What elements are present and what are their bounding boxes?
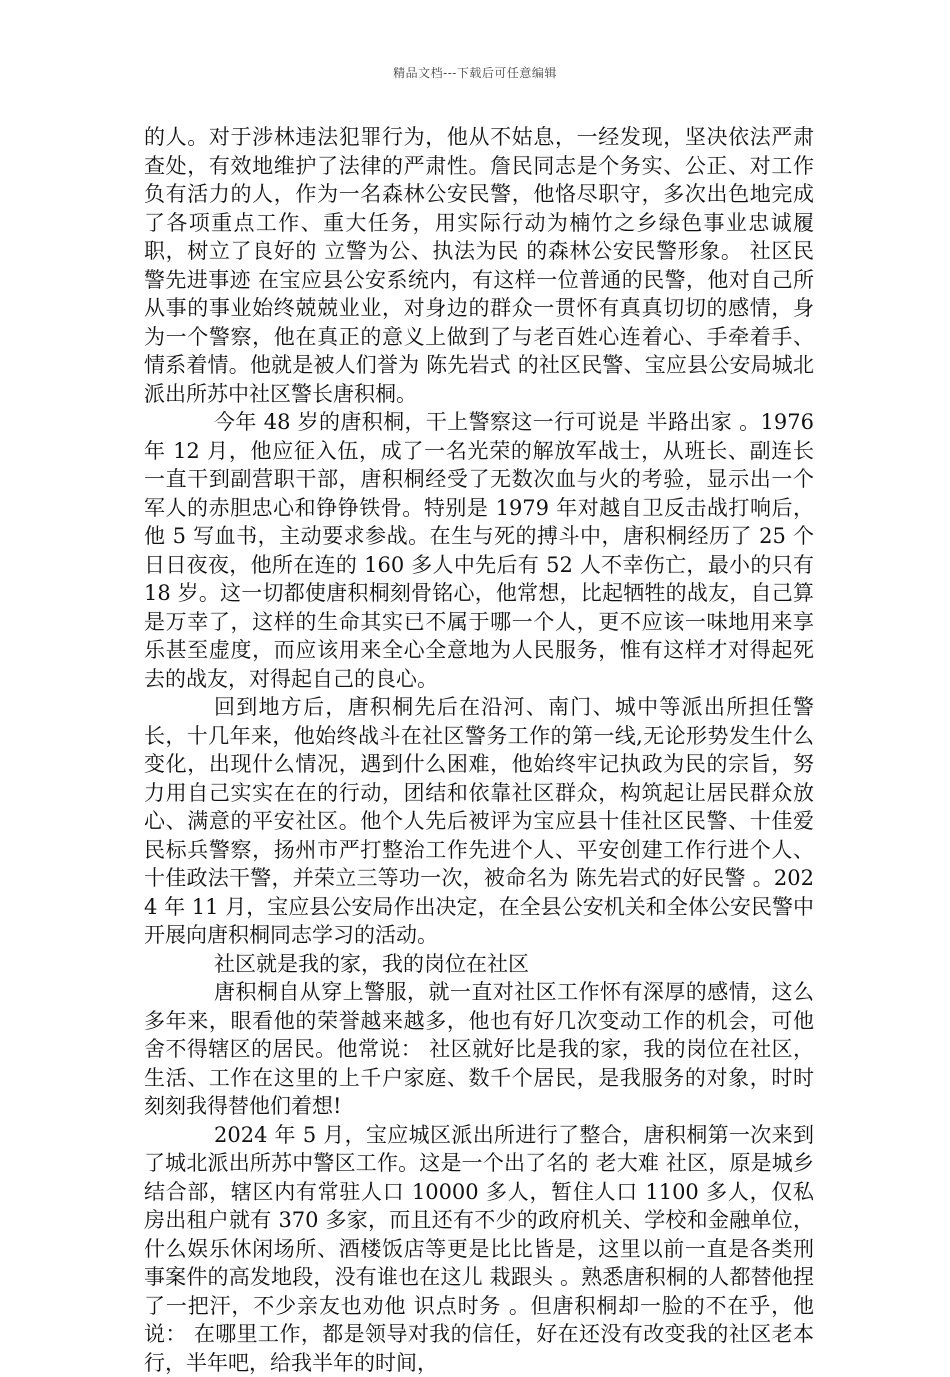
paragraph-1: 的人。对于涉林违法犯罪行为，他从不姑息，一经发现，坚决依法严肃查处，有效地维护了法律的严肃性。詹民同志是个务实、公正、对工作负有活力的人，作为一名森林公安民警，他恪尽职守，多次出色地完成了各项重点工作、重大任务，用实际行动为楠竹之乡绿色事业忠诚履职，树立了良好的 立警为公、执法为民 的森林公安民警形象。 社区民警先进事迹 在宝应县公安系统内，有这样一位普通的民警，他对自己所从事的事业始终兢兢业业，对身边的群众一贯怀有真真切切的感情，身为一个警察，他在真正的意义上做到了与老百姓心连着心、手牵着手、情系着情。他就是被人们誉为 陈先岩式 的社区民警、宝应县公安局城北派出所苏中社区警长唐积桐。 <box>144 123 814 408</box>
page-header: 精品文档---下载后可任意编辑 <box>0 64 950 81</box>
paragraph-5: 2024 年 5 月，宝应城区派出所进行了整合，唐积桐第一次来到了城北派出所苏中警区工作。这是一个出了名的 老大难 社区，原是城乡结合部，辖区内有常驻人口 10000 多人，暂住人口 1100 多人，仅私房出租户就有 370 多家，而且还有不少的政府机关、学校和金融单位，什么娱乐休闲场所、酒楼饭店等更是比比皆是，这里以前一直是各类刑事案件的高发地段，没有谁也在这儿 栽跟头 。熟悉唐积桐的人都替他捏了一把汗，不少亲友也劝他 识点时务 。但唐积桐却一脸的不在乎，他说： 在哪里工作，都是领导对我的信任，好在还没有改变我的社区老本行，半年吧，给我半年的时间， <box>144 1121 814 1377</box>
paragraph-3: 回到地方后，唐积桐先后在沿河、南门、城中等派出所担任警长，十几年来，他始终战斗在社区警务工作的第一线,无论形势发生什么变化，出现什么情况，遇到什么困难，他始终牢记执政为民的宗旨，努力用自己实实在在的行动，团结和依靠社区群众，构筑起让居民群众放心、满意的平安社区。他个人先后被评为宝应县十佳社区民警、十佳爱民标兵警察，扬州市严打整治工作先进个人、平安创建工作行进个人、十佳政法干警，并荣立三等功一次，被命名为 陈先岩式的好民警 。2024 年 11 月，宝应县公安局作出决定，在全县公安机关和全体公安民警中开展向唐积桐同志学习的活动。 <box>144 693 814 950</box>
paragraph-2: 今年 48 岁的唐积桐，干上警察这一行可说是 半路出家 。1976 年 12 月，他应征入伍，成了一名光荣的解放军战士，从班长、副连长一直干到副营职干部，唐积桐经受了无数次血与火的考验，显示出一个军人的赤胆忠心和铮铮铁骨。特别是 1979 年对越自卫反击战打响后，他 5 写血书，主动要求参战。在生与死的搏斗中，唐积桐经历了 25 个日日夜夜，他所在连的 160 多人中先后有 52 人不幸伤亡，最小的只有 18 岁。这一切都使唐积桐刻骨铭心，他常想，比起牺牲的战友，自己算是万幸了，这样的生命其实已不属于哪一个人，更不应该一味地用来享乐甚至虚度，而应该用来全心全意地为人民服务，惟有这样才对得起死去的战友，对得起自己的良心。 <box>144 408 814 693</box>
paragraph-4: 唐积桐自从穿上警服，就一直对社区工作怀有深厚的感情，这么多年来，眼看他的荣誉越来越多，他也有好几次变动工作的机会，可他舍不得辖区的居民。他常说： 社区就好比是我的家，我的岗位在社区，生活、工作在这里的上千户家庭、数千个居民，是我服务的对象，时时刻刻我得替他们着想! <box>144 978 814 1121</box>
section-heading: 社区就是我的家，我的岗位在社区 <box>144 950 814 979</box>
document-body <box>144 123 814 1377</box>
